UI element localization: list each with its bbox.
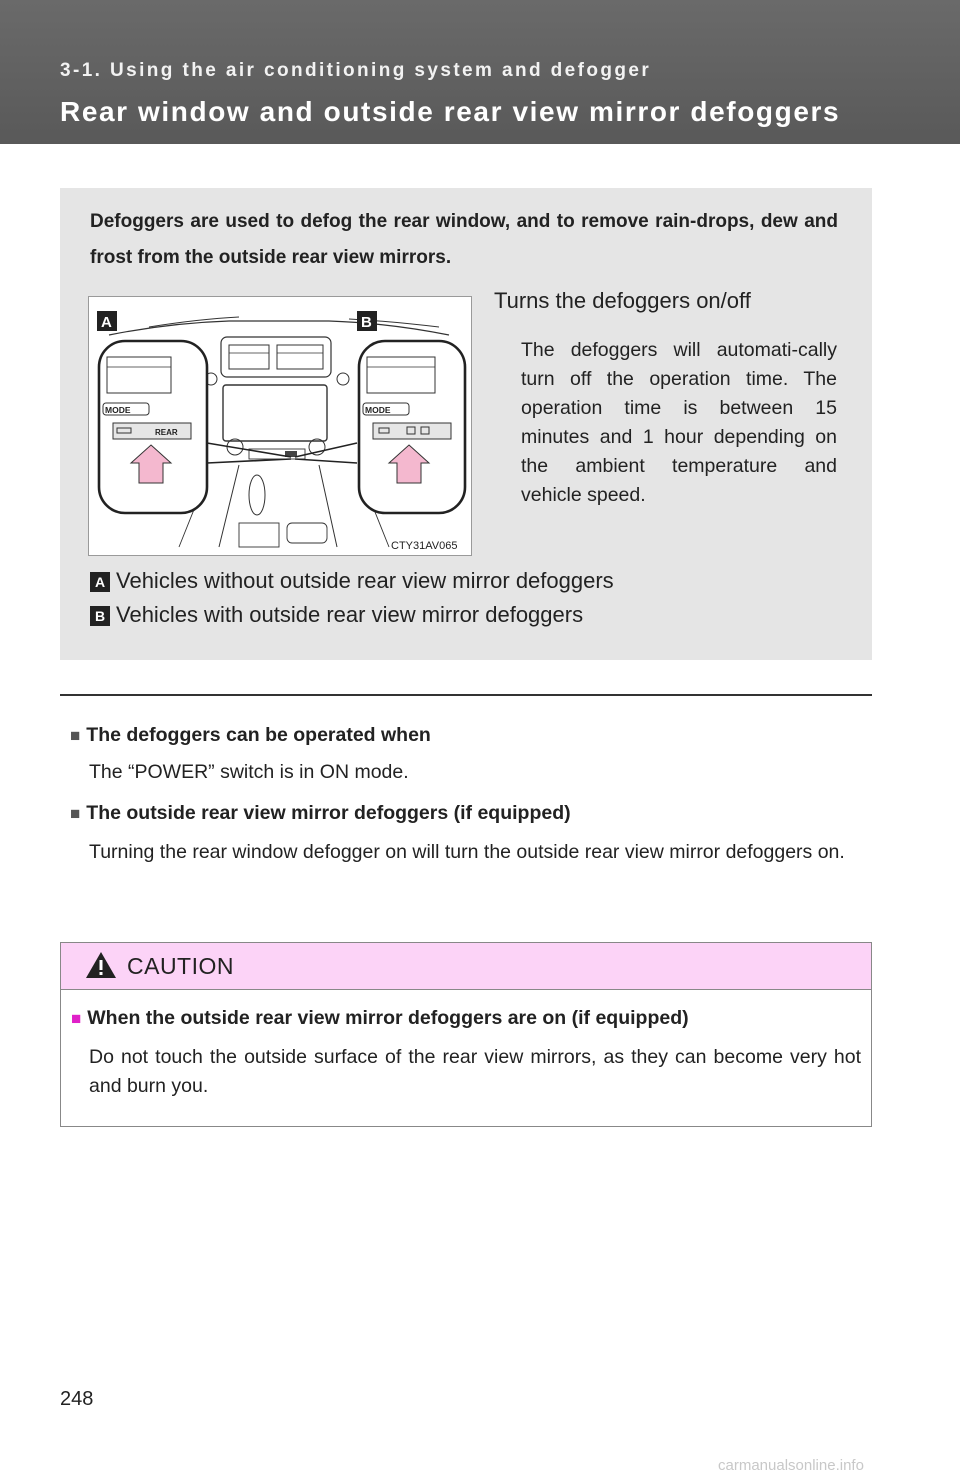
page-header (0, 0, 960, 144)
section-divider (60, 694, 872, 696)
intro-box (60, 188, 872, 660)
note-heading-2 (70, 802, 571, 825)
figure-rear-label: REAR (155, 428, 178, 437)
dashboard-illustration (88, 296, 472, 556)
callout-title: Turns the defoggers on/off (494, 288, 751, 313)
page-number: 248 (60, 1388, 94, 1410)
caution-box (60, 942, 872, 1127)
footer-watermark: carmanualsonline.info (718, 1457, 864, 1474)
legend-text-b: Vehicles with outside rear view mirror defoggers (116, 602, 584, 627)
note-body-1: The “POWER” switch is in ON mode. (89, 761, 409, 783)
figure-label-b: B (361, 314, 372, 331)
dashboard-drawing (89, 297, 471, 555)
legend-item-a (90, 568, 850, 594)
legend-tag-b: B (90, 606, 110, 626)
legend-item-b (90, 602, 850, 628)
caution-heading (71, 1007, 689, 1030)
intro-text: Defoggers are used to defog the rear window, and to remove rain-drops, dew and frost from the outside rear view mirrors. (90, 211, 838, 268)
note-heading-text-1: The defoggers can be operated when (86, 724, 431, 746)
note-heading-1 (70, 724, 431, 747)
page-title: Rear window and outside rear view mirror defoggers (60, 96, 841, 127)
square-bullet-icon: ■ (70, 804, 81, 823)
warning-triangle-icon (85, 951, 117, 979)
caution-heading-text: When the outside rear view mirror defoggers are on (if equipped) (87, 1007, 689, 1029)
caution-body: Do not touch the outside surface of the rear view mirrors, as they can become very hot and burn you. (89, 1046, 861, 1097)
figure-mode-b: MODE (365, 405, 391, 415)
note-body-2: Turning the rear window defogger on will turn the outside rear view mirror defoggers on. (89, 841, 845, 863)
caution-header (61, 943, 871, 990)
legend-text-a: Vehicles without outside rear view mirror defoggers (116, 568, 614, 593)
section-label: 3-1. Using the air conditioning system and defogger (60, 60, 652, 81)
caution-title: CAUTION (127, 953, 234, 979)
square-bullet-icon: ■ (71, 1009, 82, 1028)
figure-label-a: A (101, 314, 112, 331)
figure-mode-a: MODE (105, 405, 131, 415)
legend-tag-a: A (90, 572, 110, 592)
callout-body: The defoggers will automati-cally turn off the operation time. The operation time is between 15 minutes and 1 hour depending on the ambient temperature and vehicle speed. (521, 339, 837, 506)
figure-code: CTY31AV065 (391, 540, 458, 552)
note-heading-text-2: The outside rear view mirror defoggers (if equipped) (86, 802, 571, 824)
square-bullet-icon: ■ (70, 726, 81, 745)
